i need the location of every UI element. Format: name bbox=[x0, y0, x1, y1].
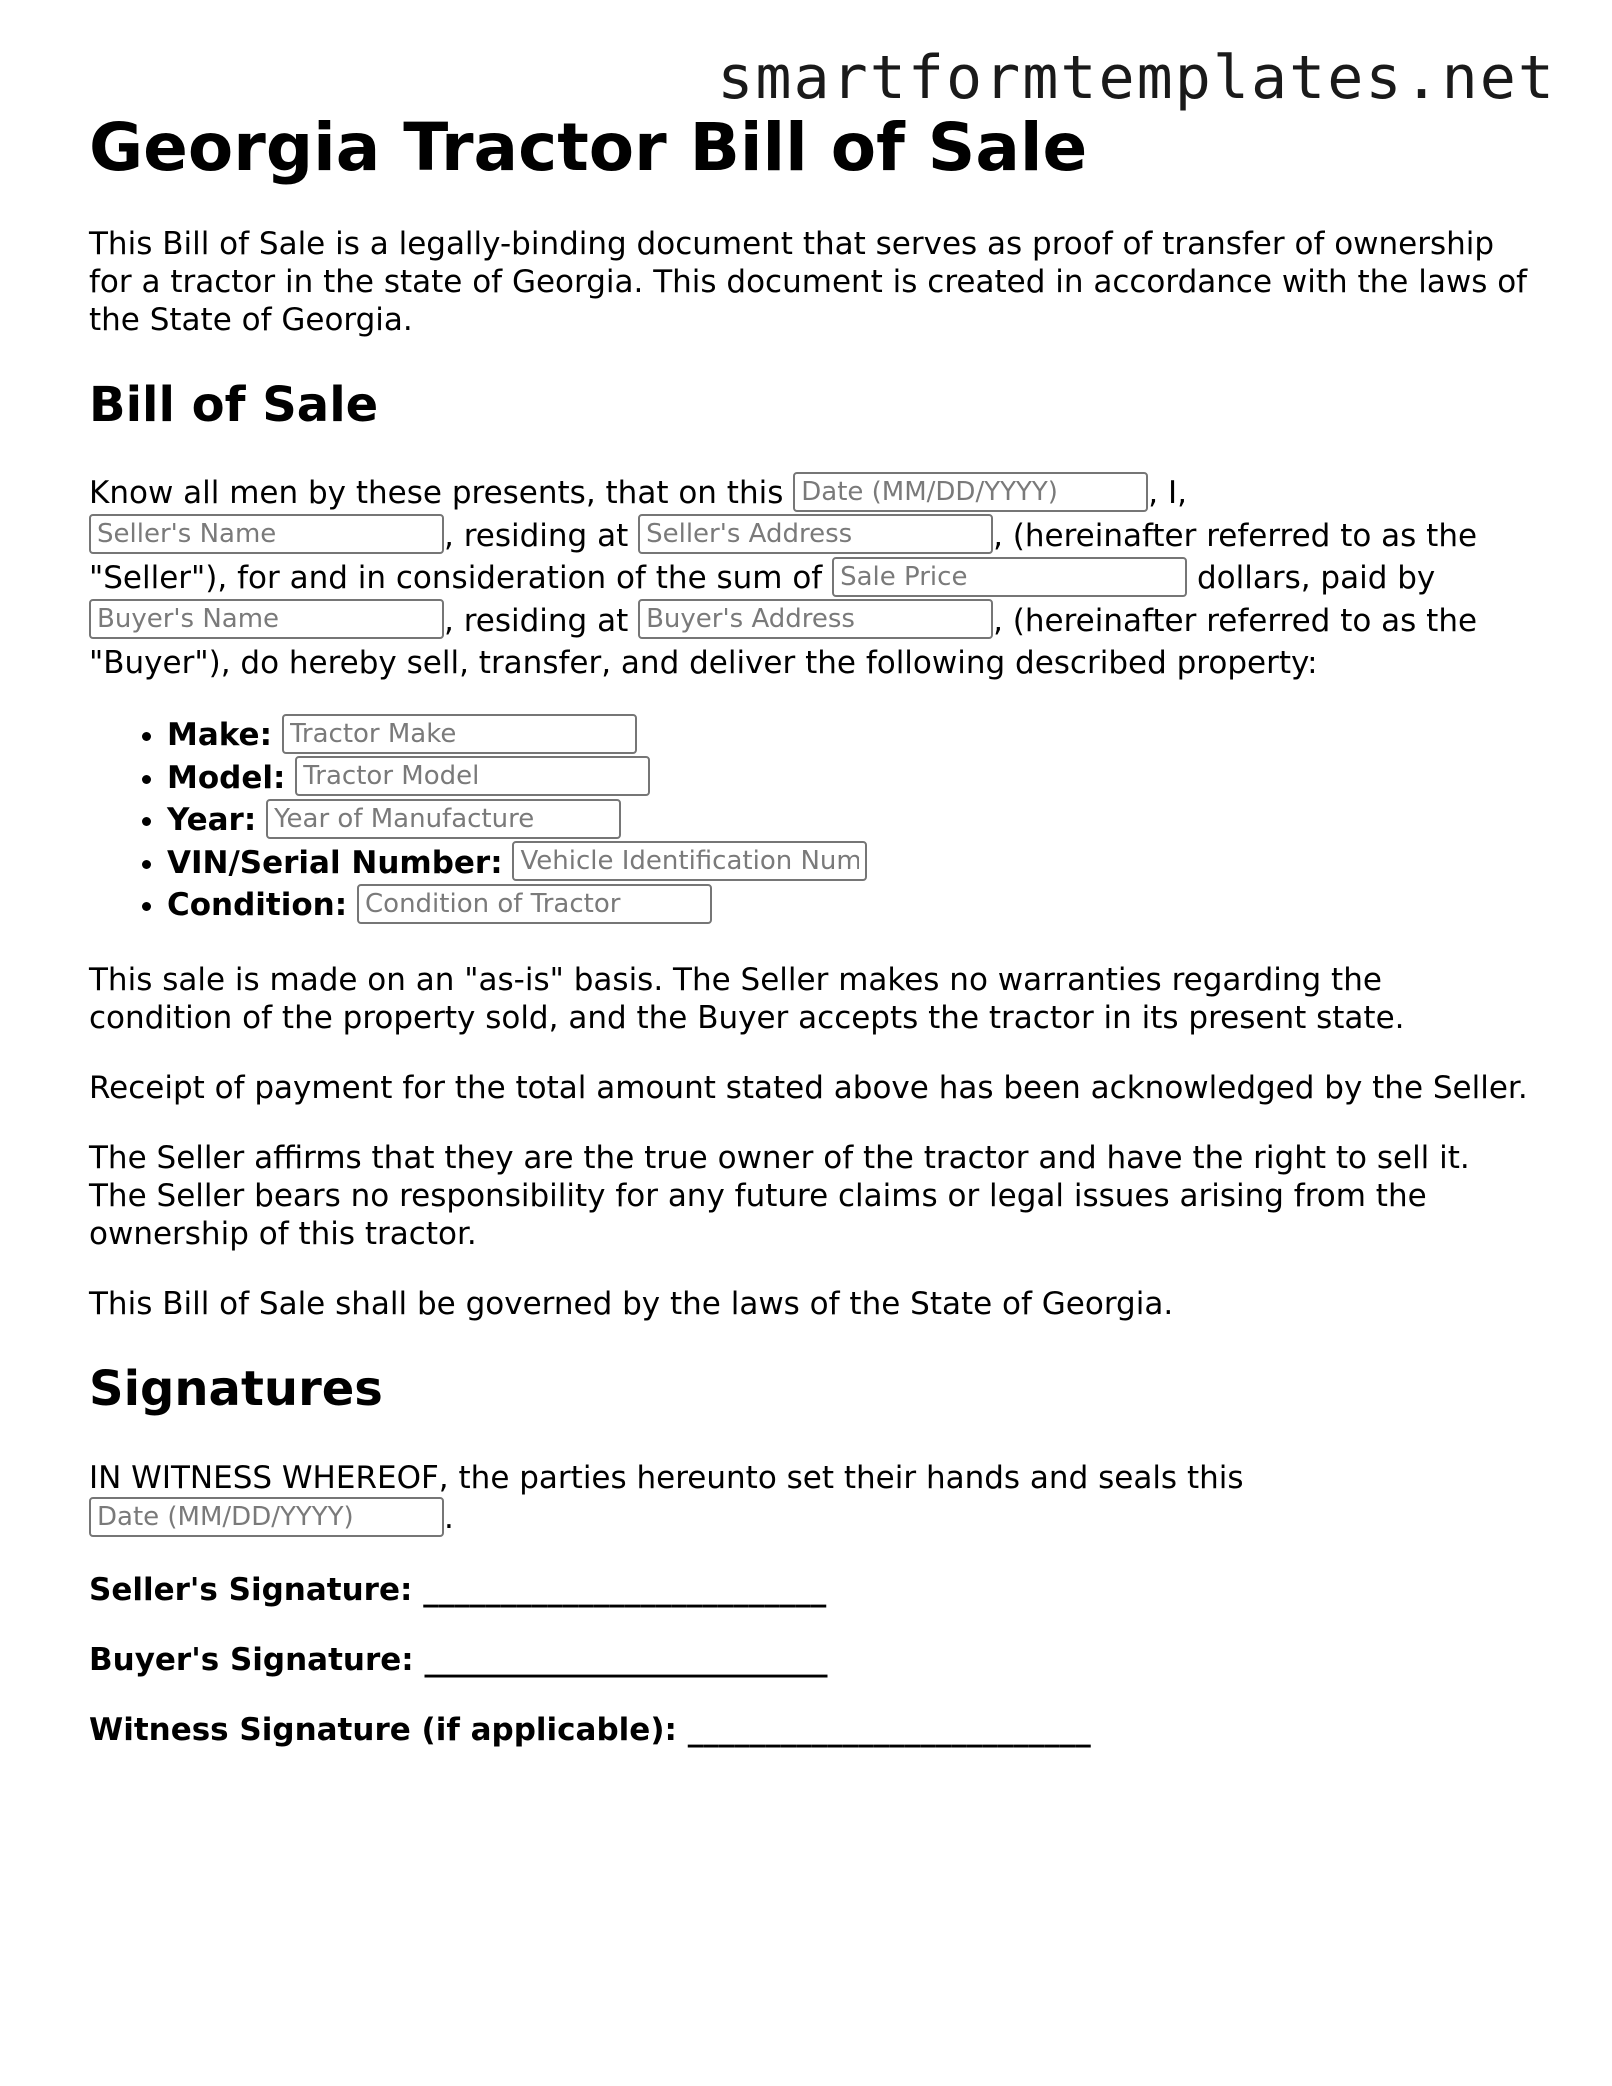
witness-signature-label: Witness Signature (if applicable): bbox=[89, 1711, 677, 1748]
seller-signature-label: Seller's Signature: bbox=[89, 1571, 413, 1608]
witness-text: IN WITNESS WHEREOF, the parties hereunto set their hands and seals this bbox=[89, 1460, 1244, 1497]
buyer-signature-row bbox=[89, 1640, 1529, 1680]
governing-law-paragraph: This Bill of Sale shall be governed by the laws of the State of Georgia. bbox=[89, 1285, 1174, 1322]
buyer-signature-line[interactable]: __________________________ bbox=[424, 1641, 828, 1678]
witness-date-field[interactable] bbox=[89, 1497, 444, 1537]
intro-paragraph: This Bill of Sale is a legally-binding document that serves as proof of transfer of ownership for a tractor in the state of Georgia. This document is created in accordance with the laws of the State of Georgia. bbox=[89, 225, 1528, 338]
sale-text-4: , (hereinafter referred to as the "Seller"), for and in consideration of the sum of bbox=[89, 517, 1478, 597]
list-item bbox=[167, 842, 1529, 885]
receipt-paragraph: Receipt of payment for the total amount stated above has been acknowledged by the Seller. bbox=[89, 1069, 1528, 1106]
buyer-name-field[interactable] bbox=[89, 599, 444, 639]
list-item bbox=[167, 799, 1529, 842]
signatures-heading: Signatures bbox=[89, 1360, 383, 1417]
witness-statement bbox=[89, 1458, 1529, 1540]
buyer-address-field[interactable] bbox=[638, 599, 993, 639]
sale-text-7: , (hereinafter referred to as the "Buyer"), do hereby sell, transfer, and deliver the following described property: bbox=[89, 602, 1478, 682]
witness-period: . bbox=[444, 1500, 454, 1537]
property-label-model: Model: bbox=[167, 759, 286, 796]
ownership-paragraph: The Seller affirms that they are the true owner of the tractor and have the right to sell it. The Seller bears no responsibility for any future claims or legal issues arising from the ownership of this tractor. bbox=[89, 1139, 1470, 1252]
list-item bbox=[167, 757, 1529, 800]
witness-signature-row bbox=[89, 1710, 1529, 1750]
list-item bbox=[167, 884, 1529, 927]
sale-date-field[interactable] bbox=[793, 472, 1148, 512]
sale-text-5: dollars, paid by bbox=[1196, 560, 1436, 597]
seller-signature-row bbox=[89, 1570, 1529, 1610]
seller-signature-line[interactable]: __________________________ bbox=[423, 1571, 827, 1608]
seller-address-field[interactable] bbox=[638, 514, 993, 554]
buyer-signature-label: Buyer's Signature: bbox=[89, 1641, 414, 1678]
tractor-model-field[interactable] bbox=[295, 756, 650, 796]
list-item bbox=[167, 714, 1529, 757]
tractor-condition-field[interactable] bbox=[357, 884, 712, 924]
property-label-year: Year: bbox=[167, 802, 257, 839]
seller-name-field[interactable] bbox=[89, 514, 444, 554]
witness-signature-line[interactable]: __________________________ bbox=[687, 1711, 1091, 1748]
tractor-make-field[interactable] bbox=[282, 714, 637, 754]
sale-statement bbox=[89, 472, 1529, 684]
sale-text-2: , I, bbox=[1148, 475, 1187, 512]
property-label-make: Make: bbox=[167, 717, 272, 754]
document-page bbox=[89, 109, 1529, 1750]
property-label-vin: VIN/Serial Number: bbox=[167, 844, 503, 881]
property-list bbox=[89, 714, 1529, 927]
tractor-year-field[interactable] bbox=[266, 799, 621, 839]
property-label-condition: Condition: bbox=[167, 887, 348, 924]
tractor-vin-field[interactable] bbox=[512, 841, 867, 881]
sale-text-1: Know all men by these presents, that on this bbox=[89, 475, 784, 512]
sale-text-3: , residing at bbox=[444, 517, 629, 554]
watermark: smartformtemplates.net bbox=[717, 43, 1556, 113]
sale-price-field[interactable] bbox=[832, 557, 1187, 597]
sale-text-6: , residing at bbox=[444, 602, 629, 639]
page-title: Georgia Tractor Bill of Sale bbox=[89, 109, 1088, 186]
bill-of-sale-heading: Bill of Sale bbox=[89, 376, 379, 433]
as-is-paragraph: This sale is made on an "as-is" basis. The Seller makes no warranties regarding the condition of the property sold, and the Buyer accepts the tractor in its present state. bbox=[89, 961, 1405, 1036]
